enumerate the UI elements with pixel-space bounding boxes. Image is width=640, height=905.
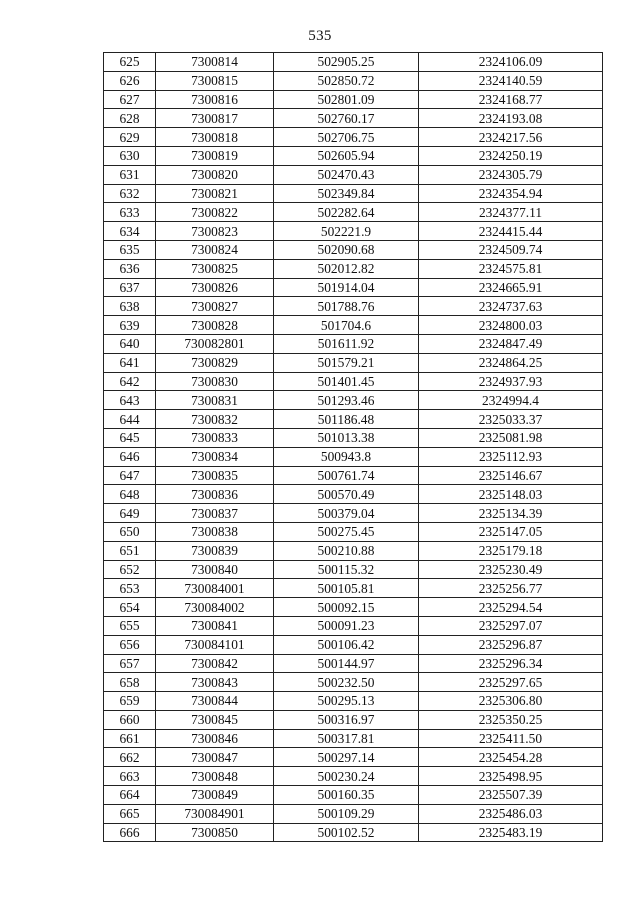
row-index-cell: 641 — [104, 353, 156, 372]
y-coordinate-cell: 2324737.63 — [419, 297, 603, 316]
point-id-cell: 7300833 — [156, 428, 274, 447]
table-row — [104, 823, 603, 842]
x-coordinate-cell: 501013.38 — [274, 428, 419, 447]
page-number: 535 — [308, 28, 332, 44]
x-coordinate-cell: 500232.50 — [274, 673, 419, 692]
y-coordinate-cell: 2324509.74 — [419, 240, 603, 259]
y-coordinate-cell: 2325454.28 — [419, 748, 603, 767]
table-row — [104, 372, 603, 391]
x-coordinate-cell: 501293.46 — [274, 391, 419, 410]
table-row — [104, 447, 603, 466]
table-row — [104, 146, 603, 165]
table-row — [104, 428, 603, 447]
row-index-cell: 659 — [104, 692, 156, 711]
row-index-cell: 637 — [104, 278, 156, 297]
row-index-cell: 628 — [104, 109, 156, 128]
table-row — [104, 485, 603, 504]
point-id-cell: 7300847 — [156, 748, 274, 767]
x-coordinate-cell: 500230.24 — [274, 767, 419, 786]
y-coordinate-cell: 2324354.94 — [419, 184, 603, 203]
y-coordinate-cell: 2325112.93 — [419, 447, 603, 466]
row-index-cell: 656 — [104, 635, 156, 654]
x-coordinate-cell: 502905.25 — [274, 53, 419, 72]
table-row — [104, 53, 603, 72]
table-row — [104, 616, 603, 635]
row-index-cell: 636 — [104, 259, 156, 278]
point-id-cell: 7300821 — [156, 184, 274, 203]
point-id-cell: 7300832 — [156, 410, 274, 429]
point-id-cell: 7300822 — [156, 203, 274, 222]
table-row — [104, 109, 603, 128]
x-coordinate-cell: 501704.6 — [274, 316, 419, 335]
y-coordinate-cell: 2324377.11 — [419, 203, 603, 222]
x-coordinate-cell: 500210.88 — [274, 541, 419, 560]
row-index-cell: 666 — [104, 823, 156, 842]
y-coordinate-cell: 2324140.59 — [419, 71, 603, 90]
row-index-cell: 632 — [104, 184, 156, 203]
row-index-cell: 647 — [104, 466, 156, 485]
y-coordinate-cell: 2324665.91 — [419, 278, 603, 297]
point-id-cell: 7300824 — [156, 240, 274, 259]
table-row — [104, 316, 603, 335]
row-index-cell: 640 — [104, 334, 156, 353]
x-coordinate-cell: 500570.49 — [274, 485, 419, 504]
y-coordinate-cell: 2324217.56 — [419, 128, 603, 147]
row-index-cell: 631 — [104, 165, 156, 184]
row-index-cell: 634 — [104, 222, 156, 241]
row-index-cell: 658 — [104, 673, 156, 692]
coordinate-table — [103, 52, 603, 842]
row-index-cell: 663 — [104, 767, 156, 786]
row-index-cell: 630 — [104, 146, 156, 165]
point-id-cell: 7300843 — [156, 673, 274, 692]
x-coordinate-cell: 500092.15 — [274, 598, 419, 617]
y-coordinate-cell: 2325146.67 — [419, 466, 603, 485]
table-row — [104, 748, 603, 767]
y-coordinate-cell: 2325411.50 — [419, 729, 603, 748]
table-row — [104, 334, 603, 353]
row-index-cell: 645 — [104, 428, 156, 447]
x-coordinate-cell: 500761.74 — [274, 466, 419, 485]
table-row — [104, 579, 603, 598]
y-coordinate-cell: 2324106.09 — [419, 53, 603, 72]
y-coordinate-cell: 2325306.80 — [419, 692, 603, 711]
y-coordinate-cell: 2325483.19 — [419, 823, 603, 842]
row-index-cell: 629 — [104, 128, 156, 147]
point-id-cell: 7300831 — [156, 391, 274, 410]
table-row — [104, 710, 603, 729]
point-id-cell: 7300826 — [156, 278, 274, 297]
x-coordinate-cell: 500091.23 — [274, 616, 419, 635]
table-row — [104, 297, 603, 316]
point-id-cell: 730084001 — [156, 579, 274, 598]
row-index-cell: 643 — [104, 391, 156, 410]
x-coordinate-cell: 500317.81 — [274, 729, 419, 748]
table-row — [104, 654, 603, 673]
y-coordinate-cell: 2324800.03 — [419, 316, 603, 335]
row-index-cell: 633 — [104, 203, 156, 222]
x-coordinate-cell: 500102.52 — [274, 823, 419, 842]
table-row — [104, 635, 603, 654]
table-row — [104, 240, 603, 259]
x-coordinate-cell: 501579.21 — [274, 353, 419, 372]
point-id-cell: 7300836 — [156, 485, 274, 504]
y-coordinate-cell: 2325148.03 — [419, 485, 603, 504]
x-coordinate-cell: 500109.29 — [274, 804, 419, 823]
x-coordinate-cell: 500297.14 — [274, 748, 419, 767]
row-index-cell: 644 — [104, 410, 156, 429]
row-index-cell: 642 — [104, 372, 156, 391]
y-coordinate-cell: 2324168.77 — [419, 90, 603, 109]
table-row — [104, 804, 603, 823]
x-coordinate-cell: 501186.48 — [274, 410, 419, 429]
point-id-cell: 7300838 — [156, 522, 274, 541]
point-id-cell: 7300819 — [156, 146, 274, 165]
y-coordinate-cell: 2325297.07 — [419, 616, 603, 635]
table-row — [104, 184, 603, 203]
row-index-cell: 638 — [104, 297, 156, 316]
table-row — [104, 522, 603, 541]
row-index-cell: 652 — [104, 560, 156, 579]
table-row — [104, 692, 603, 711]
y-coordinate-cell: 2324415.44 — [419, 222, 603, 241]
y-coordinate-cell: 2324864.25 — [419, 353, 603, 372]
row-index-cell: 653 — [104, 579, 156, 598]
row-index-cell: 654 — [104, 598, 156, 617]
point-id-cell: 7300845 — [156, 710, 274, 729]
point-id-cell: 7300816 — [156, 90, 274, 109]
table-row — [104, 560, 603, 579]
x-coordinate-cell: 500943.8 — [274, 447, 419, 466]
point-id-cell: 7300849 — [156, 786, 274, 805]
y-coordinate-cell: 2325296.87 — [419, 635, 603, 654]
table-row — [104, 729, 603, 748]
y-coordinate-cell: 2325297.65 — [419, 673, 603, 692]
x-coordinate-cell: 500316.97 — [274, 710, 419, 729]
point-id-cell: 7300848 — [156, 767, 274, 786]
y-coordinate-cell: 2324305.79 — [419, 165, 603, 184]
row-index-cell: 662 — [104, 748, 156, 767]
row-index-cell: 625 — [104, 53, 156, 72]
x-coordinate-cell: 502706.75 — [274, 128, 419, 147]
table-row — [104, 203, 603, 222]
y-coordinate-cell: 2325081.98 — [419, 428, 603, 447]
y-coordinate-cell: 2324250.19 — [419, 146, 603, 165]
y-coordinate-cell: 2325179.18 — [419, 541, 603, 560]
y-coordinate-cell: 2324937.93 — [419, 372, 603, 391]
x-coordinate-cell: 502349.84 — [274, 184, 419, 203]
y-coordinate-cell: 2325350.25 — [419, 710, 603, 729]
x-coordinate-cell: 502760.17 — [274, 109, 419, 128]
row-index-cell: 660 — [104, 710, 156, 729]
point-id-cell: 7300846 — [156, 729, 274, 748]
y-coordinate-cell: 2325147.05 — [419, 522, 603, 541]
y-coordinate-cell: 2325256.77 — [419, 579, 603, 598]
row-index-cell: 627 — [104, 90, 156, 109]
row-index-cell: 646 — [104, 447, 156, 466]
point-id-cell: 730084101 — [156, 635, 274, 654]
table-row — [104, 90, 603, 109]
x-coordinate-cell: 502801.09 — [274, 90, 419, 109]
table-row — [104, 786, 603, 805]
table-row — [104, 673, 603, 692]
x-coordinate-cell: 502282.64 — [274, 203, 419, 222]
table-row — [104, 165, 603, 184]
x-coordinate-cell: 502605.94 — [274, 146, 419, 165]
point-id-cell: 7300820 — [156, 165, 274, 184]
table-row — [104, 128, 603, 147]
point-id-cell: 730084002 — [156, 598, 274, 617]
table-row — [104, 598, 603, 617]
row-index-cell: 650 — [104, 522, 156, 541]
y-coordinate-cell: 2324994.4 — [419, 391, 603, 410]
y-coordinate-cell: 2325294.54 — [419, 598, 603, 617]
x-coordinate-cell: 500106.42 — [274, 635, 419, 654]
x-coordinate-cell: 500115.32 — [274, 560, 419, 579]
point-id-cell: 7300823 — [156, 222, 274, 241]
table-row — [104, 504, 603, 523]
x-coordinate-cell: 500275.45 — [274, 522, 419, 541]
y-coordinate-cell: 2325296.34 — [419, 654, 603, 673]
x-coordinate-cell: 501914.04 — [274, 278, 419, 297]
point-id-cell: 7300850 — [156, 823, 274, 842]
x-coordinate-cell: 500144.97 — [274, 654, 419, 673]
x-coordinate-cell: 502012.82 — [274, 259, 419, 278]
x-coordinate-cell: 500105.81 — [274, 579, 419, 598]
x-coordinate-cell: 502221.9 — [274, 222, 419, 241]
point-id-cell: 7300825 — [156, 259, 274, 278]
row-index-cell: 661 — [104, 729, 156, 748]
point-id-cell: 7300830 — [156, 372, 274, 391]
row-index-cell: 626 — [104, 71, 156, 90]
x-coordinate-cell: 501788.76 — [274, 297, 419, 316]
point-id-cell: 7300837 — [156, 504, 274, 523]
point-id-cell: 7300814 — [156, 53, 274, 72]
y-coordinate-cell: 2324847.49 — [419, 334, 603, 353]
x-coordinate-cell: 500379.04 — [274, 504, 419, 523]
x-coordinate-cell: 502090.68 — [274, 240, 419, 259]
x-coordinate-cell: 500160.35 — [274, 786, 419, 805]
table-row — [104, 278, 603, 297]
x-coordinate-cell: 501611.92 — [274, 334, 419, 353]
point-id-cell: 7300835 — [156, 466, 274, 485]
row-index-cell: 649 — [104, 504, 156, 523]
table-row — [104, 71, 603, 90]
y-coordinate-cell: 2325507.39 — [419, 786, 603, 805]
table-row — [104, 466, 603, 485]
row-index-cell: 648 — [104, 485, 156, 504]
y-coordinate-cell: 2324575.81 — [419, 259, 603, 278]
table-row — [104, 541, 603, 560]
point-id-cell: 7300817 — [156, 109, 274, 128]
point-id-cell: 7300829 — [156, 353, 274, 372]
point-id-cell: 7300834 — [156, 447, 274, 466]
y-coordinate-cell: 2325033.37 — [419, 410, 603, 429]
row-index-cell: 655 — [104, 616, 156, 635]
y-coordinate-cell: 2324193.08 — [419, 109, 603, 128]
y-coordinate-cell: 2325486.03 — [419, 804, 603, 823]
row-index-cell: 665 — [104, 804, 156, 823]
table-row — [104, 222, 603, 241]
row-index-cell: 635 — [104, 240, 156, 259]
point-id-cell: 7300839 — [156, 541, 274, 560]
table-row — [104, 259, 603, 278]
x-coordinate-cell: 501401.45 — [274, 372, 419, 391]
point-id-cell: 7300818 — [156, 128, 274, 147]
point-id-cell: 730084901 — [156, 804, 274, 823]
x-coordinate-cell: 502470.43 — [274, 165, 419, 184]
point-id-cell: 7300815 — [156, 71, 274, 90]
row-index-cell: 657 — [104, 654, 156, 673]
point-id-cell: 7300828 — [156, 316, 274, 335]
point-id-cell: 7300827 — [156, 297, 274, 316]
point-id-cell: 7300842 — [156, 654, 274, 673]
table-body — [104, 53, 603, 842]
y-coordinate-cell: 2325498.95 — [419, 767, 603, 786]
y-coordinate-cell: 2325230.49 — [419, 560, 603, 579]
point-id-cell: 7300844 — [156, 692, 274, 711]
point-id-cell: 730082801 — [156, 334, 274, 353]
row-index-cell: 664 — [104, 786, 156, 805]
table-row — [104, 391, 603, 410]
table-row — [104, 353, 603, 372]
point-id-cell: 7300840 — [156, 560, 274, 579]
y-coordinate-cell: 2325134.39 — [419, 504, 603, 523]
x-coordinate-cell: 500295.13 — [274, 692, 419, 711]
row-index-cell: 639 — [104, 316, 156, 335]
x-coordinate-cell: 502850.72 — [274, 71, 419, 90]
table-row — [104, 767, 603, 786]
row-index-cell: 651 — [104, 541, 156, 560]
table-row — [104, 410, 603, 429]
point-id-cell: 7300841 — [156, 616, 274, 635]
